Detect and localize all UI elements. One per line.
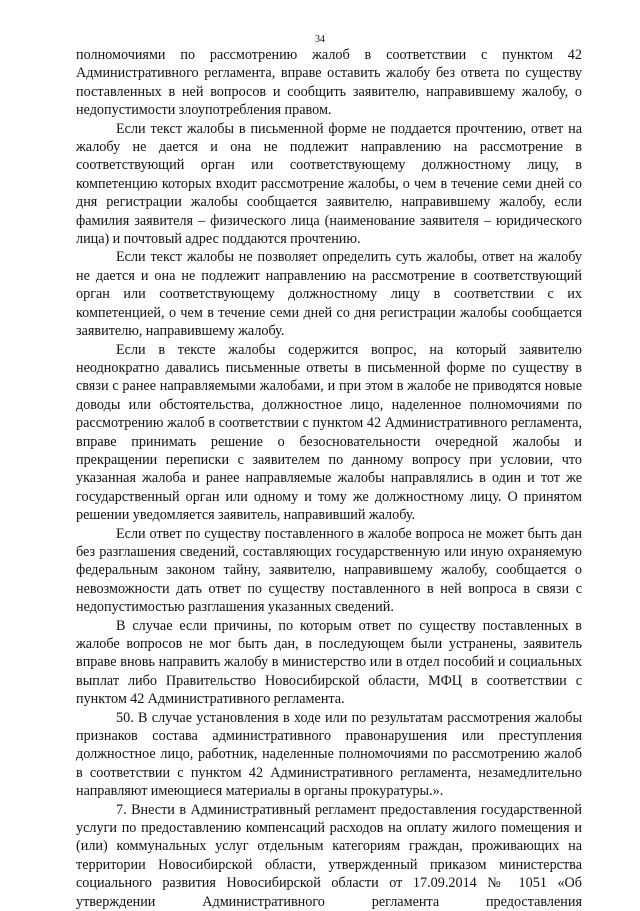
document-body xyxy=(76,46,582,911)
paragraph-unreadable-complaint: Если текст жалобы в письменной форме не поддается прочтению, ответ на жалобу не дается и она не подлежит направлению на рассмотрение в соответствующий орган или соответствующему должностному лицу, в компетенцию которых входит рассмотрение жалобы, о чем в течение семи дней со дня регистрации жалобы сообщается заявителю, направившему жалобу, если фамилия заявителя – физического лица (наименование заявителя – юридического лица) и почтовый адрес поддаются прочтению. xyxy=(76,120,582,248)
paragraph-item-7: 7. Внести в Административный регламент предоставления государственной услуги по предоставлению компенсаций расходов на оплату жилого помещения и (или) коммунальных услуг отдельным категориям граждан, проживающих на территории Новосибирской области, утвержденный приказом министерства социального развития Новосибирской области от 17.09.2014 № 1051 «Об утверждении Административного регламента предоставления xyxy=(76,801,582,910)
paragraph-repeated-question: Если в тексте жалобы содержится вопрос, на который заявителю неоднократно давались письменные ответы в письменной форме по существу в связи с ранее направляемыми жалобами, и при этом в жалобе не приводятся новые доводы или обстоятельства, должностное лицо, наделенное полномочиями по рассмотрению жалоб в соответствии с пунктом 42 Административного регламента, вправе принимать решение о безосновательности очередной жалобы и прекращении переписки с заявителем по данному вопросу при условии, что указанная жалоба и ранее направляемые жалобы направлялись в один и тот же государственный орган или одному и тому же должностному лицу. О принятом решении уведомляется заявитель, направивший жалобу. xyxy=(76,341,582,524)
paragraph-continuation: полномочиями по рассмотрению жалоб в соответствии с пунктом 42 Административного регламента, вправе оставить жалобу без ответа по существу поставленных в ней вопросов и сообщить заявителю, направившему жалобу, о недопустимости злоупотребления правом. xyxy=(76,47,582,119)
paragraph-item-50: 50. В случае установления в ходе или по результатам рассмотрения жалобы признаков состава административного правонарушения или преступления должностное лицо, работник, наделенные полномочиями по рассмотрению жалоб в соответствии с пунктом 42 Административного регламента, незамедлительно направляют имеющиеся материалы в органы прокуратуры.». xyxy=(76,709,582,800)
paragraph-reasons-eliminated: В случае если причины, по которым ответ по существу поставленных в жалобе вопросов не мог быть дан, в последующем были устранены, заявитель вправе вновь направить жалобу в министерство или в отдел пособий и социальных выплат либо Правительство Новосибирской области, МФЦ в соответствии с пунктом 42 Административного регламента. xyxy=(76,617,582,708)
paragraph-state-secret: Если ответ по существу поставленного в жалобе вопроса не может быть дан без разглашения сведений, составляющих государственную или иную охраняемую федеральным законом тайну, заявителю, направившему жалобу, сообщается о невозможности дать ответ по существу поставленного в ней вопроса в связи с недопустимостью разглашения указанных сведений. xyxy=(76,525,582,616)
paragraph-undefined-essence: Если текст жалобы не позволяет определить суть жалобы, ответ на жалобу не дается и она не подлежит направлению на рассмотрение в соответствующий орган или соответствующему должностному лицу в соответствии с их компетенцией, о чем в течение семи дней со дня регистрации жалобы сообщается заявителю, направившему жалобу. xyxy=(76,249,582,340)
page-number: 34 xyxy=(315,34,325,45)
